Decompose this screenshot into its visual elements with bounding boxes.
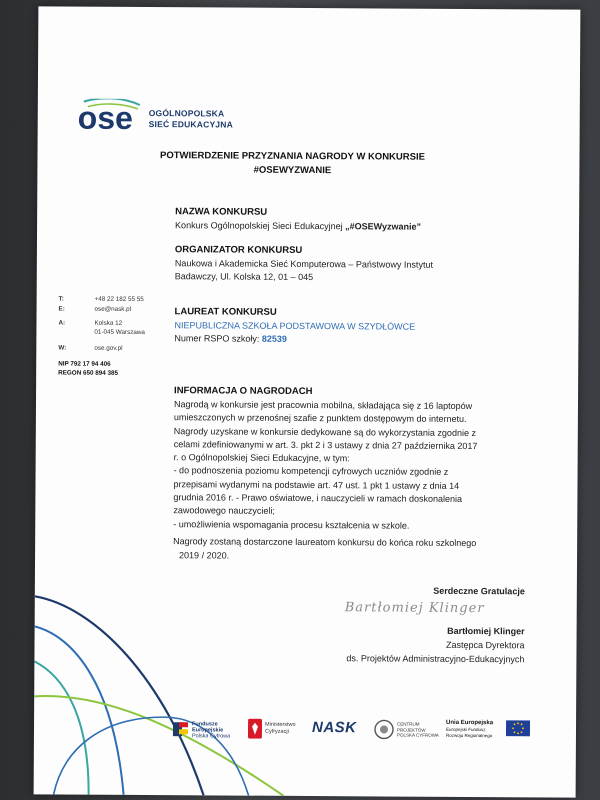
award-line: - do podnoszenia poziomu kompetencji cyfrowych uczniów zgodnie z	[173, 465, 449, 478]
organizer-heading: ORGANIZATOR KONKURSU	[174, 244, 303, 256]
fe-line1: Fundusze	[192, 721, 218, 728]
fe-line2: Europejskie	[191, 727, 224, 734]
cppc-line3: POLSKA CYFROWA	[396, 732, 439, 738]
award-body	[173, 398, 524, 533]
nask-logo: NASK	[311, 719, 357, 737]
ose-logo-letters: ose	[77, 99, 133, 136]
award-line: Nagrody uzyskane w konkursie dedykowane są do wykorzystania zgodnie z	[173, 425, 477, 438]
fundusze-europejskie-icon	[172, 720, 190, 738]
delivery-line1: Nagrody zostaną dostarczone laureatom konkursu do końca roku szkolnego	[173, 536, 477, 549]
award-line: przepisami wydanymi na podstawie art. 47 ust. 1 pkt 1 ustawy z dnia 14	[173, 478, 460, 491]
delivery-line2: 2019 / 2020.	[179, 550, 230, 561]
eu-line1: Unia Europejska	[446, 719, 494, 727]
polish-eagle-icon	[248, 719, 262, 739]
laureate-rspo	[174, 332, 474, 347]
contact-address-street: Kolska 12	[94, 319, 123, 327]
signer-name: Bartłomiej Klinger	[447, 625, 525, 637]
cppc-emblem-icon	[374, 719, 394, 739]
eu-flag-icon	[506, 720, 530, 736]
fundusze-europejskie-text	[192, 721, 230, 739]
contest-hashtag: „#OSEWyzwanie”	[345, 221, 422, 232]
contact-phone: +48 22 182 55 55	[94, 295, 144, 304]
contact-regon: REGON 650 894 385	[58, 369, 119, 377]
handwritten-signature: Bartłomiej Klinger	[344, 600, 485, 617]
document-title: POTWIERDZENIE PRZYZNANIA NAGRODY W KONKURSIE	[159, 150, 425, 163]
award-line: - umożliwienia wspomagania procesu kształcenia w szkole.	[173, 518, 410, 531]
award-line: r. o Ogólnopolskiej Sieci Edukacyjne, w tym:	[173, 452, 350, 464]
contest-name	[175, 219, 495, 234]
rspo-label: Numer RSPO szkoły:	[174, 333, 262, 344]
signer-department: ds. Projektów Administracyjno-Edukacyjnych	[346, 653, 525, 665]
contest-prefix: Konkurs Ogólnopolskiej Sieci Edukacyjnej	[175, 220, 346, 232]
award-line: celami zdefiniowanymi w art. 3. pkt 2 i 3 ustawy z dnia 27 października 2017	[173, 439, 478, 451]
award-line: grudnia 2016 r. - Prawo oświatowe, i nauczycieli w ramach doskonalenia	[173, 492, 463, 505]
laureate-heading: LAUREAT KONKURSU	[174, 306, 277, 318]
laureate-school: NIEPUBLICZNA SZKOŁA PODSTAWOWA W SZYDŁÓWCE	[174, 320, 416, 332]
ose-logo-mark	[78, 99, 146, 139]
contact-email-label: E:	[58, 305, 65, 313]
contact-web: ose.gov.pl	[94, 344, 123, 352]
award-line: zawodowego nauczycieli;	[173, 505, 275, 517]
logo-text-line1: OGÓLNOPOLSKA	[148, 108, 225, 119]
award-line: Nagrodą w konkursie jest pracownia mobilna, składająca się z 16 laptopów	[173, 399, 473, 412]
decorative-curves	[34, 566, 295, 796]
contact-email: ose@nask.pl	[94, 305, 132, 313]
fe-line3: Polska Cyfrowa	[191, 733, 231, 740]
eu-line2: Europejski Fundusz	[445, 726, 486, 732]
cppc-line1: CENTRUM	[397, 721, 420, 727]
contact-nip: NIP 792 17 94 406	[58, 360, 111, 368]
eu-text	[446, 720, 493, 740]
award-line: umieszczonych w przenośnej szafie z punktem dostępowym do internetu.	[173, 412, 467, 425]
award-heading: INFORMACJA O NAGRODACH	[174, 385, 313, 398]
eu-line3: Rozwoju Regionalnego	[445, 732, 493, 739]
cppc-line2: PROJEKTÓW	[396, 727, 426, 733]
greeting: Serdeczne Gratulacje	[433, 585, 525, 597]
logo-text-line2: SIEĆ EDUKACYJNA	[148, 119, 233, 130]
document-subtitle: #OSEWYZWANIE	[253, 164, 332, 177]
signer-position: Zastępca Dyrektora	[445, 639, 525, 651]
cppc-text	[397, 722, 439, 739]
contact-phone-label: T:	[58, 295, 64, 303]
contact-address-label: A:	[58, 319, 66, 327]
ministry-line1: Ministerstwo	[265, 721, 296, 728]
contest-heading: NAZWA KONKURSU	[175, 206, 268, 218]
ministry-text	[265, 722, 296, 735]
rspo-value: 82539	[261, 333, 287, 344]
organizer-line1: Naukowa i Akademicka Sieć Komputerowa – Państwowy Instytut	[174, 258, 433, 270]
contact-address-city: 01-045 Warszawa	[94, 328, 145, 337]
document-page	[34, 6, 581, 797]
ose-logo	[78, 99, 146, 144]
organizer-line2: Badawczy, Ul. Kolska 12, 01 – 045	[174, 271, 314, 283]
contact-web-label: W:	[58, 344, 67, 352]
footer-logos	[34, 711, 576, 752]
ministry-line2: Cyfryzacji	[264, 728, 289, 735]
